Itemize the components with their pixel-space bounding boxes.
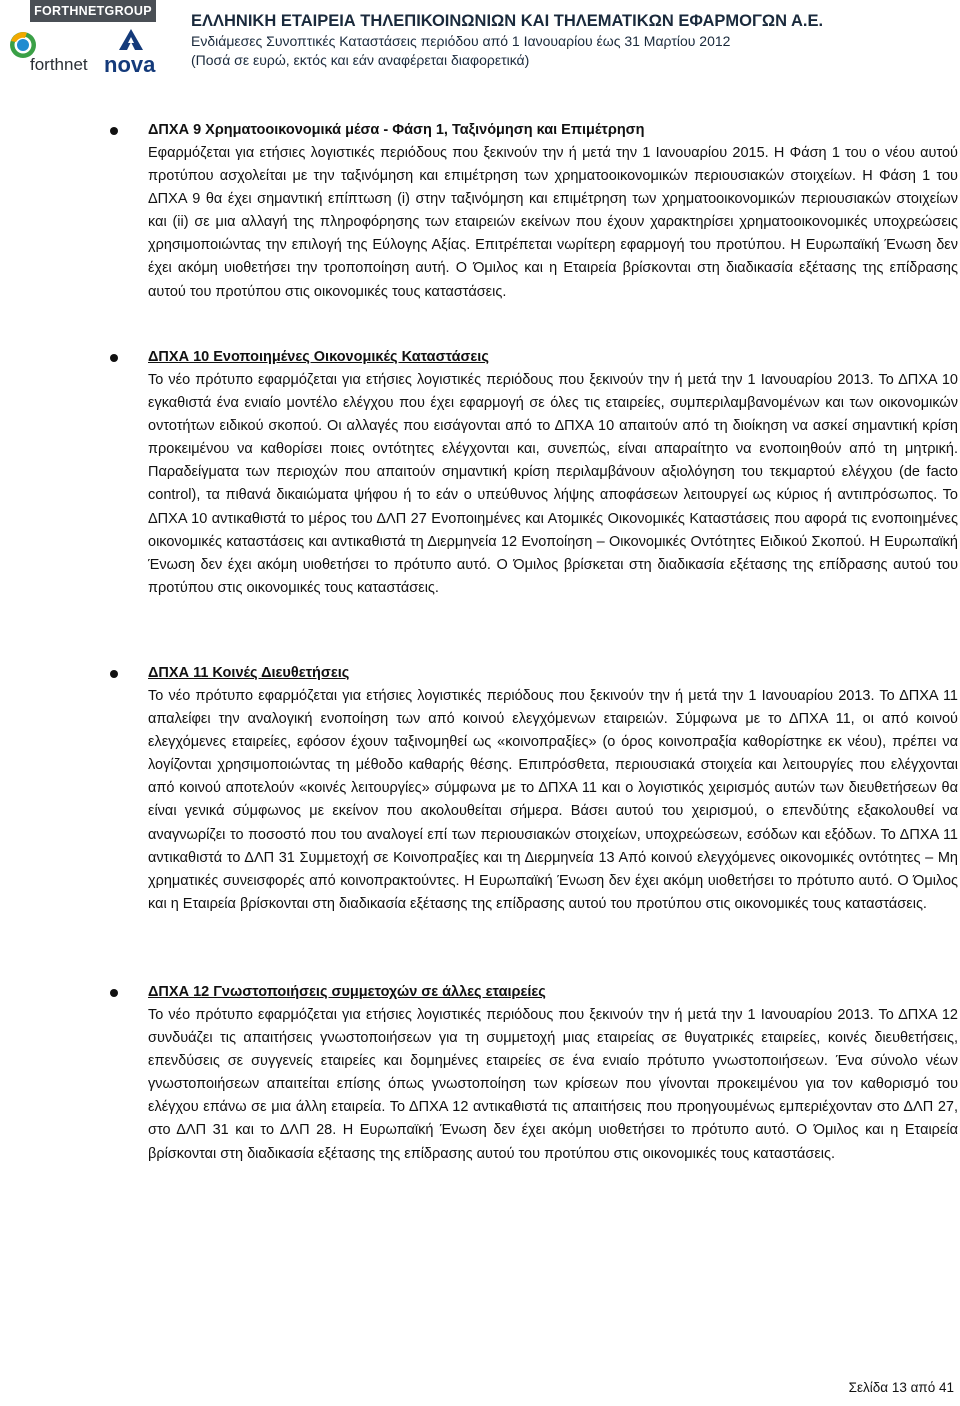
nova-wordmark: nova xyxy=(104,52,156,77)
section-title: ΔΠΧΑ 11 Κοινές Διευθετήσεις xyxy=(148,665,350,681)
section-body: Εφαρμόζεται για ετήσιες λογιστικές περιόδους που ξεκινούν την ή μετά την 1 Ιανουαρίου 2015. Η Φάση 1 του ο νέου αυτού προτύπου ασχολείται με την ταξινόμηση και επιμέτρηση των χρηματοοικονομικών περιουσιακών στοιχείων. Η Φάση 1 του ΔΠΧΑ 9 θα έχει σημαντική επίπτωση (i) στην ταξινόμηση και επιμέτρηση των χρηματοοικονομικών περιουσιακών στοιχείων και (ii) σε μια αλλαγή της πληροφόρησης των εταιρειών εκείνων που έχουν χαρακτηρίσει χρηματοοικονομικές υποχρεώσεις χρησιμοποιώντας την επιλογή της Εύλογης Αξίας. Επιτρέπεται νωρίτερη εφαρμογή του προτύπου. Η Ευρωπαϊκή Ένωση δεν έχει ακόμη υιοθετήσει την τροποποίηση αυτή. Ο Όμιλος και η Εταιρεία βρίσκονται στη διαδικασία εξέτασης της επίδρασης αυτού του προτύπου στις οικονομικές τους καταστάσεις. xyxy=(148,145,958,300)
section-body: Το νέο πρότυπο εφαρμόζεται για ετήσιες λογιστικές περιόδους που ξεκινούν την ή μετά την 1 Ιανουαρίου 2013. Το ΔΠΧΑ 10 εγκαθιστά ένα ενιαίο μοντέλο ελέγχου που έχει εφαρμογή σε όλες τις εταιρείες, συμπεριλαμβανομένων και των οικονομικών οντοτήτων ειδικού σκοπού. Οι αλλαγές που εισάγονται από το ΔΠΧΑ 10 απαιτούν από τη διοίκηση να ασκεί σημαντική κρίση προκειμένου να καθορίσει ποιες οντότητες ελέγχονται και, συνεπώς, είναι απαραίτητο να ενοποιηθούν από τη μητρική. Παραδείγματα των περιοχών που απαιτούν σημαντική κρίση περιλαμβάνουν αξιολόγηση του τεκμαρτού ελέγχου (de facto control), τα πιθανά δικαιώματα ψήφου ή το εάν ο υπεύθυνος λήψης αποφάσεων λειτουργεί ως κύριος ή αντιπρόσωπος. Το ΔΠΧΑ 10 αντικαθιστά το μέρος του ΔΛΠ 27 Ενοποιημένες και Ατομικές Οικονομικές Καταστάσεις που αφορά τις ενοποιημένες οικονομικές καταστάσεις και αντικαθιστά τη Διερμηνεία 12 Ενοποίηση – Οικονομικές Οντότητες Ειδικού Σκοπού. Η Ευρωπαϊκή Ένωση δεν έχει ακόμη υιοθετήσει το πρότυπο αυτό. Ο Όμιλος βρίσκεται στη διαδικασία εξέτασης της επίδρασης αυτού του προτύπου στις οικονομικές τους καταστάσεις. xyxy=(148,372,958,596)
currency-note: (Ποσά σε ευρώ, εκτός και εάν αναφέρεται διαφορετικά) xyxy=(191,52,530,68)
section-title: ΔΠΧΑ 12 Γνωστοποιήσεις συμμετοχών σε άλλες εταιρείες xyxy=(148,984,546,1000)
nova-logo xyxy=(104,28,158,78)
bullet-icon xyxy=(110,670,118,678)
nova-logo-icon xyxy=(116,28,146,52)
bullet-icon xyxy=(110,127,118,135)
report-period: Ενδιάμεσες Συνοπτικές Καταστάσεις περιόδου από 1 Ιανουαρίου έως 31 Μαρτίου 2012 xyxy=(191,33,731,49)
section-body: Το νέο πρότυπο εφαρμόζεται για ετήσιες λογιστικές περιόδους που ξεκινούν την ή μετά την 1 Ιανουαρίου 2013. Το ΔΠΧΑ 11 απαλείφει την αναλογική ενοποίηση των από κοινού ελεγχόμενων εταιρειών. Σύμφωνα με το ΔΠΧΑ 11, οι από κοινού ελεγχόμενες εταιρείες, εφόσον έχουν ταξινομηθεί ως «κοινοπραξίες» (ο όρος κοινοπραξία καθορίστηκε εκ νέου), πρέπει να λογίζονται χρησιμοποιώντας τη μέθοδο καθαρής θέσης. Επιπρόσθετα, περιουσιακά στοιχεία και λειτουργίες που ελέγχονται από κοινού αποτελούν «κοινές λειτουργίες» σύμφωνα με το ΔΠΧΑ 11 και ο λογιστικός χειρισμός αυτών των διευθετήσεων θα είναι γενικά σύμφωνος με εκείνον που ακολουθείται σήμερα. Βάσει αυτού του χειρισμού, ο επενδύτης εξακολουθεί να αναγνωρίζει το ποσοστό που του αναλογεί επί των περιουσιακών στοιχείων, υποχρεώσεων, εσόδων και εξόδων. Το ΔΠΧΑ 11 αντικαθιστά το ΔΛΠ 31 Συμμετοχή σε Κοινοπραξίες και τη Διερμηνεία 13 Από κοινού ελεγχόμενες οικονομικές οντότητες – Μη χρηματικές συνεισφορές από κοινοπρακτούντες. Η Ευρωπαϊκή Ένωση δεν έχει ακόμη υιοθετήσει το πρότυπο αυτό. Ο Όμιλος και η Εταιρεία βρίσκονται στη διαδικασία εξέτασης της επίδρασης αυτού του προτύπου στις οικονομικές τους καταστάσεις. xyxy=(148,688,958,912)
bullet-icon xyxy=(110,354,118,362)
company-name: ΕΛΛΗΝΙΚΗ ΕΤΑΙΡΕΙΑ ΤΗΛΕΠΙΚΟΙΝΩΝΙΩΝ ΚΑΙ ΤΗΛΕΜΑΤΙΚΩΝ ΕΦΑΡΜΟΓΩΝ Α.Ε. xyxy=(191,12,824,30)
section-body: Το νέο πρότυπο εφαρμόζεται για ετήσιες λογιστικές περιόδους που ξεκινούν την ή μετά την 1 Ιανουαρίου 2013. Το ΔΠΧΑ 12 συνδυάζει τις απαιτήσεις γνωστοποιήσεων για τη συμμετοχή μιας εταιρείας σε θυγατρικές εταιρείες, κοινές διευθετήσεις, επενδύσεις σε συγγενείς εταιρείες και δομημένες εταιρείες σε ένα ενιαίο πρότυπο γνωστοποιήσεων. Ένα σύνολο νέων γνωστοποιήσεων απαιτείται επίσης όπως γνωστοποίηση των κρίσεων που γίνονται προκειμένου για τον καθορισμό του ελέγχου επάνω σε μια άλλη εταιρεία. Το ΔΠΧΑ 12 αντικαθιστά τις απαιτήσεις που προηγουμένως εμπεριέχονταν στο ΔΛΠ 27, στο ΔΛΠ 31 και το ΔΛΠ 28. Η Ευρωπαϊκή Ένωση δεν έχει ακόμη υιοθετήσει το πρότυπο αυτό. Ο Όμιλος και η Εταιρεία βρίσκονται στη διαδικασία εξέτασης της επίδρασης αυτού του προτύπου στις οικονομικές τους καταστάσεις. xyxy=(148,1007,958,1162)
bullet-icon xyxy=(110,989,118,997)
forthnet-logo xyxy=(8,30,88,78)
section-title: ΔΠΧΑ 9 Χρηματοοικονομικά μέσα - Φάση 1, Ταξινόμηση και Επιμέτρηση xyxy=(148,122,645,138)
page-number: Σελίδα 13 από 41 xyxy=(848,1380,954,1395)
section-title: ΔΠΧΑ 10 Ενοποιημένες Οικονομικές Καταστάσεις xyxy=(148,349,489,365)
group-label: FORTHNETGROUP xyxy=(30,0,156,22)
forthnet-wordmark: forthnet xyxy=(30,55,88,74)
page-header xyxy=(0,0,960,82)
